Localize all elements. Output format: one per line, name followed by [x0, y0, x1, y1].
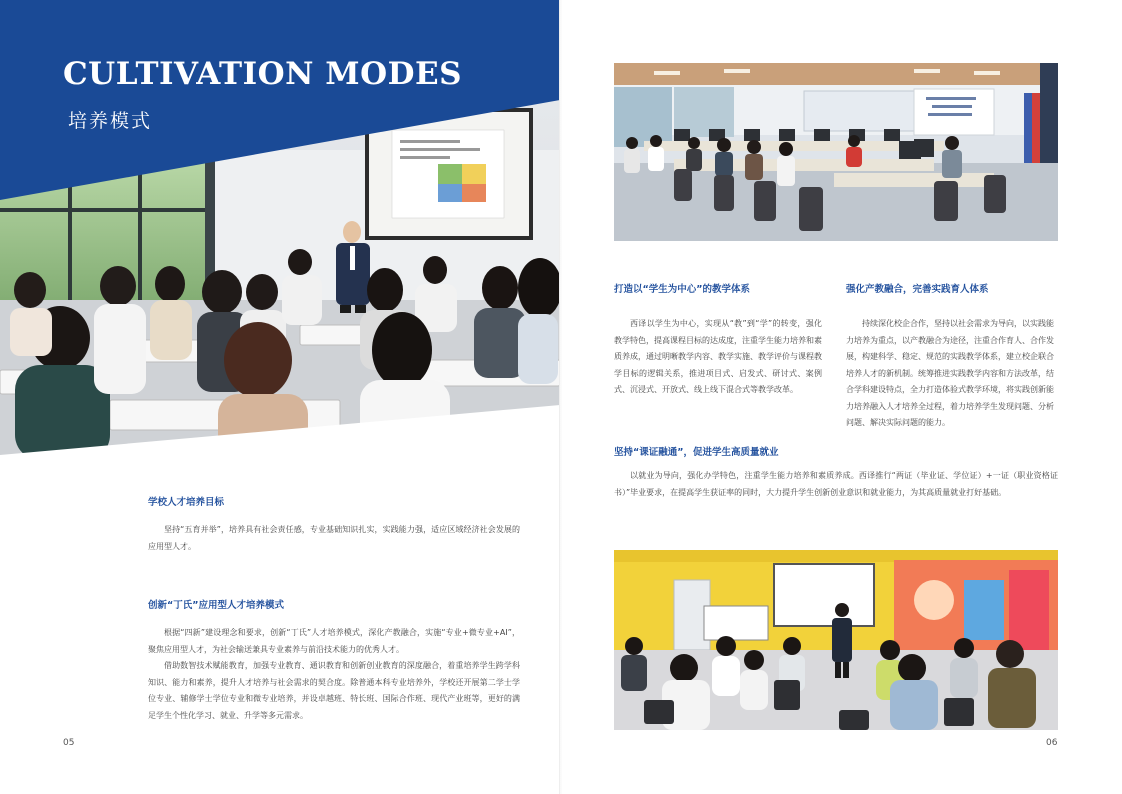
section-title-industry-education: 强化产教融合，完善实践育人体系 — [846, 284, 989, 295]
page-number: 05 — [63, 738, 75, 748]
section-title-cultivation-model: 创新“丁氏”应用型人才培养模式 — [148, 600, 284, 611]
section-title-student-centered: 打造以“学生为中心”的教学体系 — [614, 284, 750, 295]
section-paragraph: 根据“四新”建设理念和要求，创新“丁氏”人才培养模式，深化产教融合，实施“专业+微专业+AI”，聚焦应用型人才，为社会输送兼具专业素养与前沿技术能力的优秀人才。 — [148, 628, 520, 654]
section-paragraph: 西译以学生为中心，实现从“教”到“学”的转变，强化教学特色，提高课程目标的达成度，注重学生能力培养和素质养成，通过明晰教学内容、教学实施、教学评价与课程教学目标的逻辑关系，推进项目式、启发式、研讨式、案例式、沉浸式、开放式、线上线下混合式等教学改革。 — [614, 319, 822, 394]
right-page — [562, 0, 1122, 794]
section-title-course-certificate: 坚持“课证融通”，促进学生高质量就业 — [614, 447, 779, 458]
section-title-talent-goal: 学校人才培养目标 — [148, 497, 225, 508]
section-paragraph: 持续深化校企合作，坚持以社会需求为导向，以实践能力培养为重点，以产教融合为途径，注重合作育人、合作发展，构建科学、稳定、规范的实践教学体系，建立校企联合培养人才的新机制。统筹推进实践教学内容和方法改革，结合学科建设特点，全力打造体验式教学环境，将实践创新能力培养融入人才培养全过程，着力培养学生发现问题、分析问题、解决实际问题的能力。 — [846, 319, 1054, 427]
computer-lab-photo — [614, 63, 1058, 241]
hero-section — [0, 0, 560, 460]
section-paragraph: 以就业为导向，强化办学特色，注重学生能力培养和素质养成。西译推行“两证（毕业证、学位证）+一证（职业资格证书）”毕业要求，在提高学生获证率的同时，大力提升学生创新创业意识和就业能力，为其高质量就业打好基础。 — [614, 471, 1058, 497]
hero-subtitle: 培养模式 — [68, 110, 153, 132]
section-paragraph: 借助数智技术赋能教育，加强专业教育、通识教育和创新创业教育的深度融合，着重培养学生跨学科知识、能力和素养，提升人才培养与社会需求的契合度。除普通本科专业培养外，学校还开展第二学士学位专业、辅修学士学位专业和微专业培养，并设卓越班、特长班、国际合作班、现代产业班等，更好的满足学生个性化学习、就业、升学等多元需求。 — [148, 661, 520, 720]
left-page — [0, 0, 560, 794]
page-number: 06 — [1046, 738, 1058, 748]
section-paragraph: 坚持“五育并举”，培养具有社会责任感，专业基础知识扎实，实践能力强，适应区域经济社会发展的应用型人才。 — [148, 525, 520, 551]
hero-title: CULTIVATION MODES — [63, 56, 462, 92]
colorful-classroom-photo — [614, 550, 1058, 730]
